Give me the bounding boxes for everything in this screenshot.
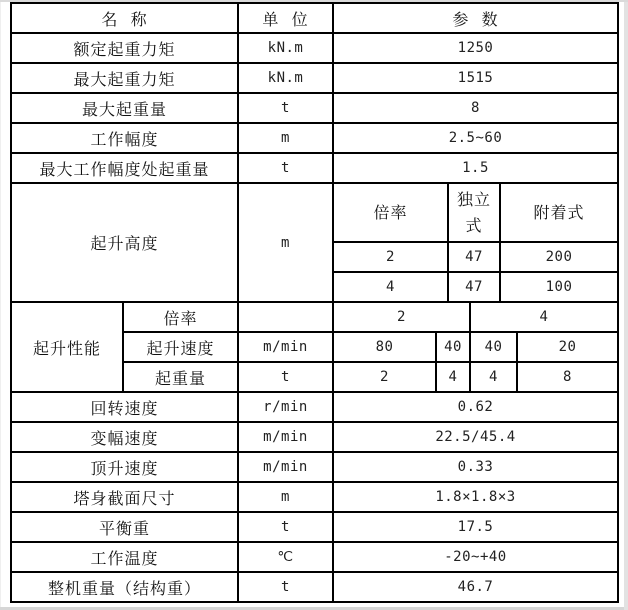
sub-row-unit: m/min: [238, 332, 333, 362]
row-value: 8: [333, 93, 618, 123]
sub-row-unit: t: [238, 362, 333, 392]
table-row: [11, 123, 618, 153]
row-unit: t: [238, 93, 333, 123]
table-row: [11, 153, 618, 183]
row-name: 变幅速度: [11, 422, 238, 452]
row-name: 回转速度: [11, 392, 238, 422]
row-name: 平衡重: [11, 512, 238, 542]
cell-value: 20: [517, 332, 618, 362]
hoist-height-name: 起升高度: [11, 183, 238, 302]
row-name: 最大起重量: [11, 93, 238, 123]
row-value: 22.5/45.4: [333, 422, 618, 452]
cell-value: 2: [333, 242, 448, 272]
hoist-height-col-header: 倍率: [333, 183, 448, 242]
hoist-performance-row: [11, 302, 618, 332]
row-name: 塔身截面尺寸: [11, 482, 238, 512]
row-name: 最大工作幅度处起重量: [11, 153, 238, 183]
row-unit: r/min: [238, 392, 333, 422]
row-value: 1.8×1.8×3: [333, 482, 618, 512]
cell-value: 4: [470, 302, 618, 332]
table-row: [11, 63, 618, 93]
cell-value: 4: [470, 362, 517, 392]
row-name: 顶升速度: [11, 452, 238, 482]
row-value: -20~+40: [333, 542, 618, 572]
row-unit: kN.m: [238, 63, 333, 93]
cell-value: 100: [500, 272, 618, 302]
cell-value: 4: [333, 272, 448, 302]
row-unit: m/min: [238, 452, 333, 482]
row-value: 17.5: [333, 512, 618, 542]
table-row: [11, 512, 618, 542]
table-row: [11, 422, 618, 452]
row-value: 0.33: [333, 452, 618, 482]
hoist-performance-name: 起升性能: [11, 302, 123, 392]
sub-row-unit: [238, 302, 333, 332]
row-unit: kN.m: [238, 33, 333, 63]
row-unit: m/min: [238, 422, 333, 452]
row-name: 额定起重力矩: [11, 33, 238, 63]
cell-value: 4: [436, 362, 470, 392]
row-value: 1250: [333, 33, 618, 63]
row-name: 工作温度: [11, 542, 238, 572]
spec-table: [10, 2, 619, 603]
table-row: [11, 572, 618, 602]
table-row: [11, 452, 618, 482]
hoist-height-col-header: 独立式: [448, 183, 500, 242]
row-unit: m: [238, 482, 333, 512]
cell-value: 80: [333, 332, 436, 362]
row-value: 46.7: [333, 572, 618, 602]
cell-value: 47: [448, 242, 500, 272]
sub-row-label: 倍率: [123, 302, 238, 332]
row-unit: t: [238, 153, 333, 183]
cell-value: 8: [517, 362, 618, 392]
table-row: [11, 392, 618, 422]
cell-value: 2: [333, 362, 436, 392]
cell-value: 200: [500, 242, 618, 272]
cell-value: 40: [470, 332, 517, 362]
row-value: 0.62: [333, 392, 618, 422]
row-unit: m: [238, 123, 333, 153]
hoist-height-col-header: 附着式: [500, 183, 618, 242]
row-value: 1.5: [333, 153, 618, 183]
row-unit: t: [238, 512, 333, 542]
row-name: 最大起重力矩: [11, 63, 238, 93]
row-name: 工作幅度: [11, 123, 238, 153]
row-name: 整机重量（结构重）: [11, 572, 238, 602]
row-value: 2.5~60: [333, 123, 618, 153]
table-row: [11, 33, 618, 63]
header-param: 参 数: [333, 3, 618, 33]
row-value: 1515: [333, 63, 618, 93]
table-row: [11, 482, 618, 512]
cell-value: 2: [333, 302, 470, 332]
hoist-height-header-row: [11, 183, 618, 242]
table-row: [11, 93, 618, 123]
cell-value: 47: [448, 272, 500, 302]
row-unit: t: [238, 572, 333, 602]
sub-row-label: 起重量: [123, 362, 238, 392]
hoist-height-unit: m: [238, 183, 333, 302]
cell-value: 40: [436, 332, 470, 362]
row-unit: ℃: [238, 542, 333, 572]
header-unit: 单 位: [238, 3, 333, 33]
header-name: 名 称: [11, 3, 238, 33]
table-row: [11, 542, 618, 572]
table-header-row: [11, 3, 618, 33]
sub-row-label: 起升速度: [123, 332, 238, 362]
